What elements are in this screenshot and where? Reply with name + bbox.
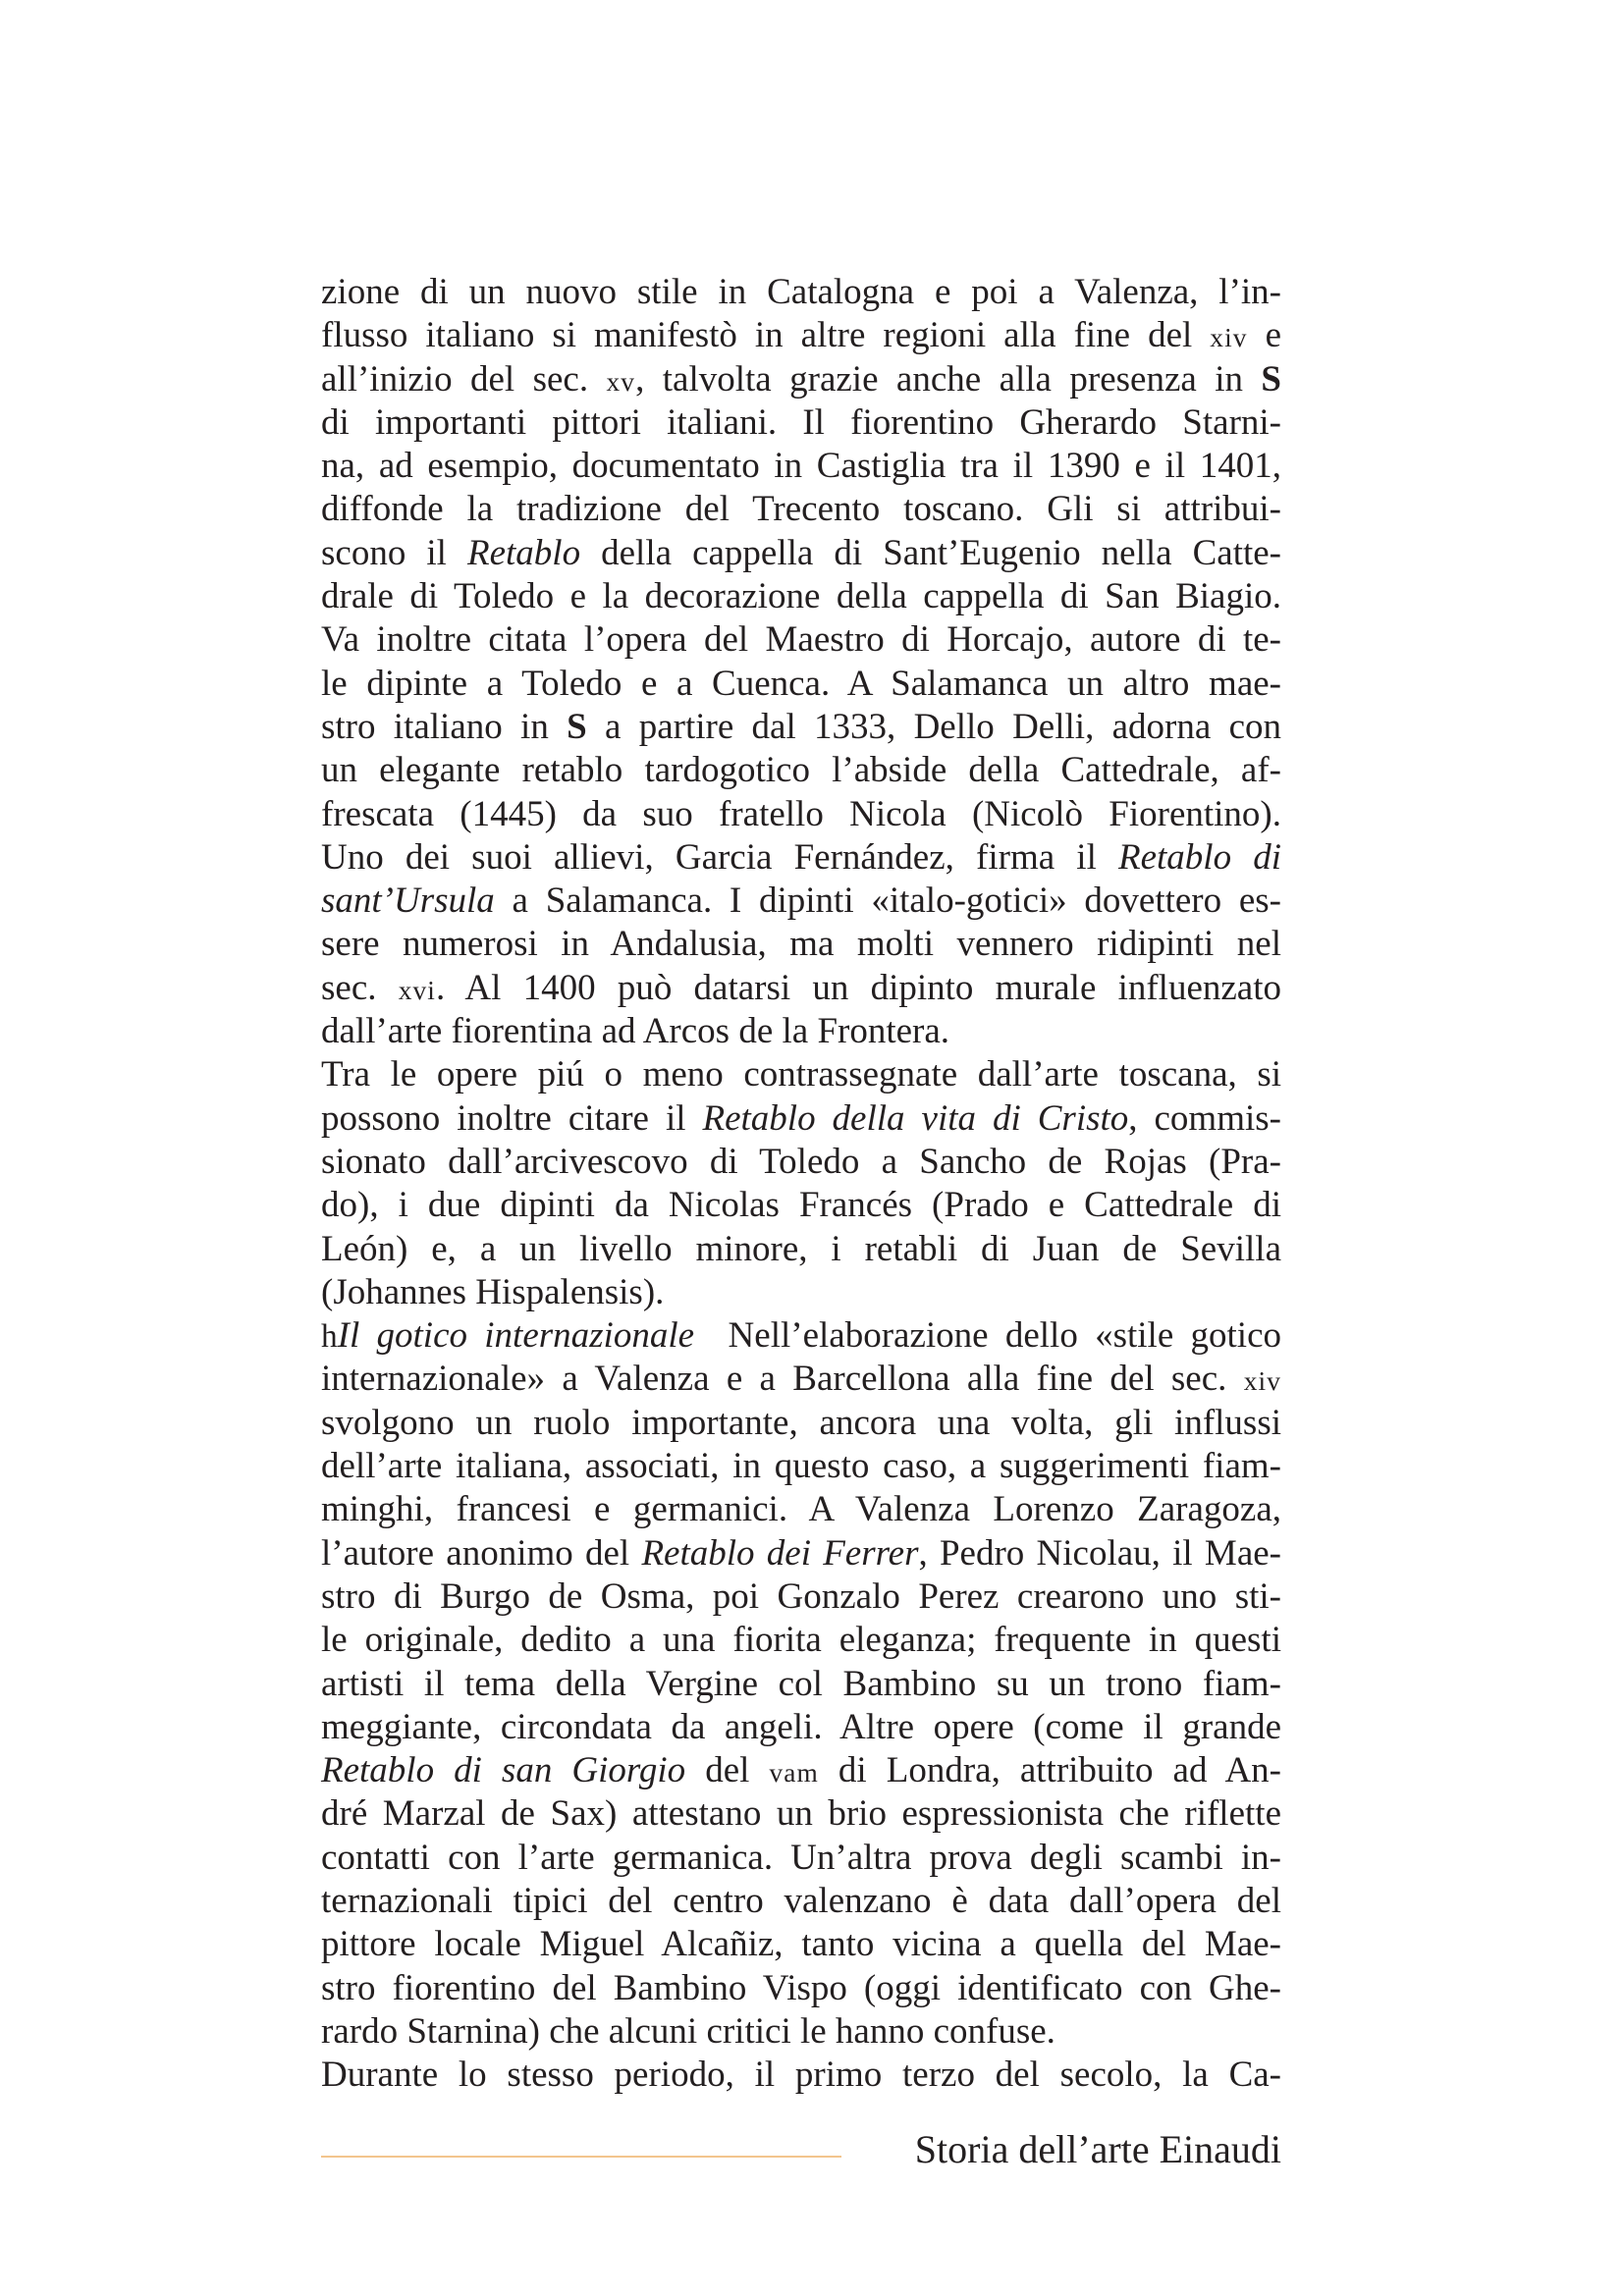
text-line: [321, 1184, 1281, 1227]
text-segment: del: [685, 1750, 770, 1791]
text-line: [321, 618, 1281, 662]
text-segment: Tra le opere piú o meno contrassegnate dall’arte toscana, si: [321, 1054, 1281, 1095]
text-segment: vam: [769, 1758, 819, 1789]
body-text: [321, 271, 1281, 2097]
text-segment: l’autore anonimo del: [321, 1532, 642, 1574]
text-line: [321, 1532, 1281, 1575]
text-segment: le originale, dedito a una fiorita eleganza; frequente in questi: [321, 1620, 1281, 1661]
text-segment: zione di un nuovo stile in Catalogna e poi a Valenza, l’in-: [321, 272, 1281, 312]
text-segment: dall’arte fiorentina ad Arcos de la Frontera.: [321, 1011, 950, 1052]
text-segment: xiv: [1210, 323, 1248, 353]
text-line: [321, 445, 1281, 488]
text-segment: svolgono un ruolo importante, ancora una volta, gli influssi: [321, 1402, 1281, 1443]
text-segment: all’inizio del sec.: [321, 358, 607, 400]
text-line: [321, 1097, 1281, 1141]
text-segment: xiv: [1243, 1366, 1281, 1397]
text-segment: dré Marzal de Sax) attestano un brio espressionista che riflette: [321, 1793, 1281, 1835]
text-segment: stro italiano in: [321, 706, 568, 747]
text-line: [321, 1749, 1281, 1792]
text-line: [321, 1402, 1281, 1445]
text-line: [321, 575, 1281, 618]
text-segment: possono inoltre citare il: [321, 1097, 703, 1139]
text-segment: di Londra, attribuito ad An-: [818, 1750, 1281, 1791]
text-segment: drale di Toledo e la decorazione della cappella di San Biagio.: [321, 576, 1281, 617]
text-line: [321, 880, 1281, 923]
text-line: [321, 1053, 1281, 1096]
text-line: [321, 1314, 1281, 1358]
text-segment: minghi, francesi e germanici. A Valenza Lorenzo Zaragoza,: [321, 1489, 1281, 1530]
text-line: [321, 1358, 1281, 1401]
text-segment: pittore locale Miguel Alcañiz, tanto vicina a quella del Mae-: [321, 1924, 1281, 1965]
text-segment: León) e, a un livello minore, i retabli di Juan de Sevilla: [321, 1228, 1281, 1269]
text-segment: le dipinte a Toledo e a Cuenca. A Salamanca un altro mae-: [321, 663, 1281, 704]
text-line: [321, 314, 1281, 357]
text-segment: do), i due dipinti da Nicolas Francés (Prado e Cattedrale di: [321, 1185, 1281, 1226]
text-line: [321, 749, 1281, 792]
text-segment: xv: [606, 366, 636, 397]
text-line: [321, 1792, 1281, 1836]
text-line: [321, 1141, 1281, 1184]
text-segment: dell’arte italiana, associati, in questo caso, a suggerimenti fiam-: [321, 1446, 1281, 1487]
text-line: [321, 1663, 1281, 1706]
text-segment: S: [567, 706, 587, 747]
text-segment: frescata (1445) da suo fratello Nicola (Nicolò Fiorentino).: [321, 793, 1281, 834]
text-segment: , commis-: [1128, 1097, 1281, 1139]
text-segment: sionato dall’arcivescovo di Toledo a Sancho de Rojas (Pra-: [321, 1141, 1281, 1182]
text-line: [321, 1575, 1281, 1619]
text-line: [321, 1706, 1281, 1749]
text-segment: internazionale» a Valenza e a Barcellona alla fine del sec.: [321, 1359, 1244, 1400]
text-line: [321, 2054, 1281, 2097]
text-segment: diffonde la tradizione del Trecento toscano. Gli si attribui-: [321, 489, 1281, 530]
text-segment: (Johannes Hispalensis).: [321, 1271, 665, 1312]
text-line: [321, 271, 1281, 314]
text-segment: meggiante, circondata da angeli. Altre opere (come il grande: [321, 1706, 1281, 1747]
text-line: [321, 967, 1281, 1010]
text-line: [321, 1923, 1281, 1966]
text-segment: . Al 1400 può datarsi un dipinto murale influenzato: [436, 967, 1282, 1008]
text-line: [321, 663, 1281, 706]
text-segment: contatti con l’arte germanica. Un’altra prova degli scambi in-: [321, 1837, 1281, 1878]
text-segment: , Pedro Nicolau, il Mae-: [918, 1532, 1281, 1574]
text-segment: stro fiorentino del Bambino Vispo (oggi identificato con Ghe-: [321, 1967, 1281, 2008]
text-segment: Nell’elaborazione dello «stile gotico: [694, 1315, 1281, 1357]
text-line: [321, 923, 1281, 966]
text-line: [321, 1488, 1281, 1531]
text-line: [321, 1967, 1281, 2010]
text-segment: stro di Burgo de Osma, poi Gonzalo Perez crearono uno sti-: [321, 1575, 1281, 1617]
footer-rule: [321, 2156, 841, 2158]
text-segment: S: [1261, 358, 1281, 400]
text-segment: Retablo di: [1117, 836, 1281, 878]
text-segment: scono il: [321, 532, 467, 573]
text-line: [321, 1619, 1281, 1662]
text-segment: ternazionali tipici del centro valenzano è data dall’opera del: [321, 1880, 1281, 1921]
text-line: [321, 358, 1281, 401]
text-line: [321, 706, 1281, 749]
text-segment: sec.: [321, 967, 399, 1008]
text-line: [321, 488, 1281, 531]
text-line: [321, 793, 1281, 836]
section-marker-icon: h: [321, 1318, 338, 1356]
text-line: [321, 1837, 1281, 1880]
text-segment: artisti il tema della Vergine col Bambino su un trono fiam-: [321, 1663, 1281, 1704]
text-segment: xvi: [398, 975, 436, 1005]
text-line: [321, 1271, 1281, 1314]
text-segment: Uno dei suoi allievi, Garcia Fernández, firma il: [321, 836, 1118, 878]
text-segment: sant’Ursula: [321, 881, 495, 922]
text-line: [321, 532, 1281, 575]
text-segment: Retablo di san Giorgio: [321, 1750, 686, 1791]
text-segment: e: [1247, 315, 1281, 356]
text-segment: di importanti pittori italiani. Il fiorentino Gherardo Starni-: [321, 401, 1281, 443]
text-segment: Durante lo stesso periodo, il primo terzo del secolo, la Ca-: [321, 2055, 1281, 2096]
text-segment: Retablo: [466, 532, 581, 573]
text-segment: , talvolta grazie anche alla presenza in: [635, 358, 1262, 400]
text-segment: a partire dal 1333, Dello Delli, adorna con: [586, 706, 1281, 747]
text-line: [321, 1880, 1281, 1923]
text-segment: Il gotico internazionale: [337, 1315, 695, 1357]
text-line: [321, 2010, 1281, 2054]
footer-title: Storia dell’arte Einaudi: [914, 2127, 1281, 2171]
text-segment: flusso italiano si manifestò in altre regioni alla fine del: [321, 315, 1211, 356]
text-line: [321, 1445, 1281, 1488]
text-line: [321, 401, 1281, 445]
text-line: [321, 836, 1281, 880]
text-segment: Retablo della vita di Cristo: [702, 1097, 1129, 1139]
text-segment: Retablo dei Ferrer: [641, 1532, 919, 1574]
text-segment: sere numerosi in Andalusia, ma molti vennero ridipinti nel: [321, 924, 1281, 965]
text-segment: un elegante retablo tardogotico l’abside della Cattedrale, af-: [321, 750, 1281, 791]
text-segment: della cappella di Sant’Eugenio nella Catte-: [580, 532, 1281, 573]
text-segment: a Salamanca. I dipinti «italo-gotici» dovettero es-: [494, 881, 1281, 922]
text-segment: na, ad esempio, documentato in Castiglia tra il 1390 e il 1401,: [321, 446, 1281, 487]
text-line: [321, 1228, 1281, 1271]
text-segment: Va inoltre citata l’opera del Maestro di Horcajo, autore di te-: [321, 619, 1281, 661]
text-segment: rardo Starnina) che alcuni critici le hanno confuse.: [321, 2010, 1055, 2052]
text-line: [321, 1010, 1281, 1053]
